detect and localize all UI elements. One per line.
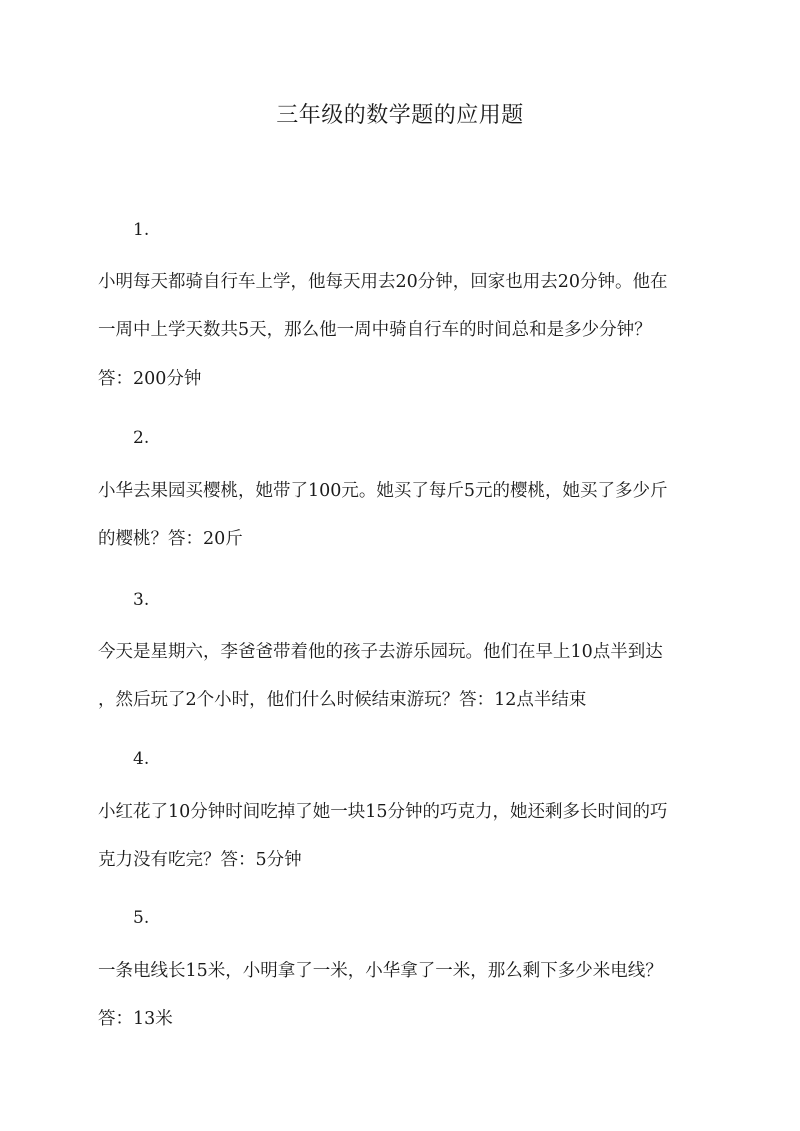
- question-text-line: 今天是星期六，李爸爸带着他的孩子去游乐园玩。他们在早上10点半到达: [98, 642, 663, 662]
- page-title: 三年级的数学题的应用题: [276, 103, 524, 128]
- question-text-line: 小红花了10分钟时间吃掉了她一块15分钟的巧克力，她还剩多长时间的巧: [98, 802, 668, 822]
- answer-line: 答：200分钟: [98, 369, 202, 389]
- question-number: 5.: [133, 908, 150, 928]
- answer-line: ，然后玩了2个小时，他们什么时候结束游玩？答：12点半结束: [98, 690, 587, 710]
- question-text-line: 小明每天都骑自行车上学，他每天用去20分钟，回家也用去20分钟。他在: [98, 272, 668, 292]
- question-text-line: 小华去果园买樱桃，她带了100元。她买了每斤5元的樱桃，她买了多少斤: [98, 481, 668, 501]
- question-number: 4.: [133, 749, 150, 769]
- question-text-line: 一条电线长15米，小明拿了一米，小华拿了一米，那么剩下多少米电线？: [98, 961, 663, 981]
- question-number: 2.: [133, 428, 150, 448]
- question-number: 3.: [133, 590, 150, 610]
- question-text-line: 一周中上学天数共5天，那么他一周中骑自行车的时间总和是多少分钟？: [98, 320, 652, 340]
- answer-line: 克力没有吃完？答：5分钟: [98, 850, 302, 870]
- question-number: 1.: [133, 220, 150, 240]
- answer-line: 的樱桃？答：20斤: [98, 529, 243, 549]
- answer-line: 答：13米: [98, 1009, 173, 1029]
